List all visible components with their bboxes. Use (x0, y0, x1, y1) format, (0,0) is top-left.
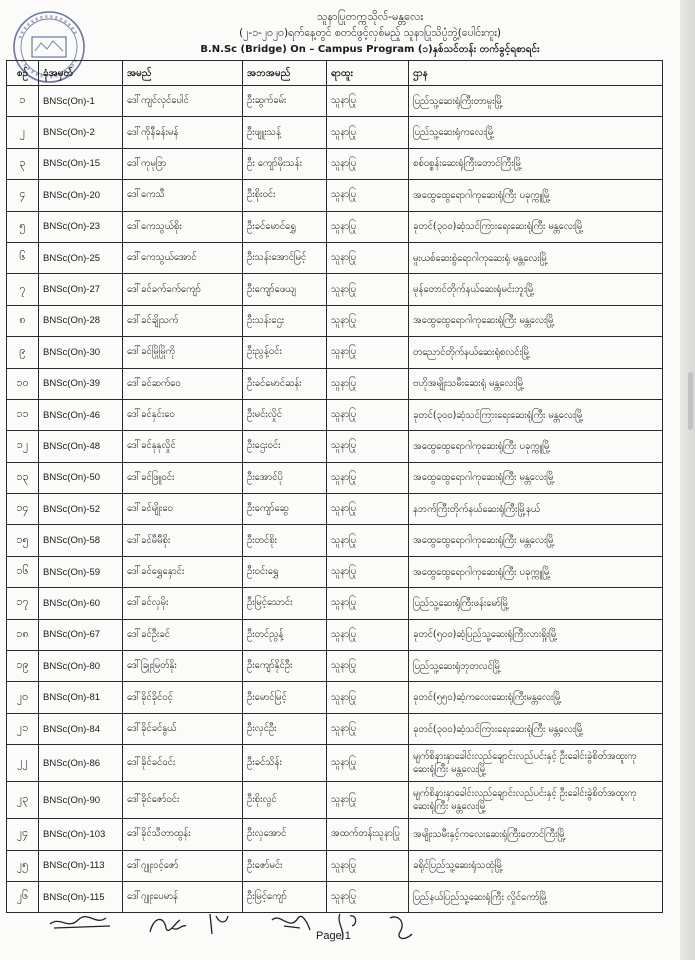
cell-name: ဒေါ်ခင်မြိုမြိုကို (123, 337, 243, 368)
cell-name: ဒေါ်ခိုင်ဇော်ဝင်း (123, 782, 243, 819)
cell-dept: အထွေထွေရောဂါကုဆေးရုံကြီး ပခုက္ကူမြို့ (409, 556, 663, 587)
cell-father: ဦးဝင်းရွှေ (243, 556, 327, 587)
page-number: Page 1 (316, 930, 351, 942)
cell-dept: ခုတင်(၃၀၀)ဆံ့သင်ကြားရေးဆေးရုံကြီး မန္တလေးမြို့ (409, 211, 663, 242)
cell-father: ဦးအောင်ပို (243, 462, 327, 493)
cell-name: ဒေါ်ခင်မျိုးဝေ (123, 494, 243, 525)
cell-dept: ခုတင်(၃၀၀)ဆံ့သင်ကြားရေးဆေးရုံကြီး မန္တလေးမြို့ (409, 713, 663, 744)
cell-reg: BNSc(On)-46 (39, 399, 123, 430)
cell-dept: မျက်စိနားနှာခေါင်းလည်ချောင်းလည်ပင်းနှင့် ဦးခေါင်းခွဲစိတ်အထူးကုဆေးရုံကြီး မန္တလေးမြို့ (409, 782, 663, 819)
cell-name: ဒေါ်ခင်လှမိုး (123, 588, 243, 619)
cell-rank: သူနာပြု (327, 242, 409, 273)
cell-reg: BNSc(On)-113 (39, 850, 123, 881)
cell-reg: BNSc(On)-50 (39, 462, 123, 493)
cell-rank: သူနာပြု (327, 274, 409, 305)
cell-no: ၂၄ (7, 819, 39, 850)
cell-dept: မုန်တောင်တိုက်နယ်ဆေးရုံမင်းဘူးမြို့ (409, 274, 663, 305)
cell-dept: စစ်ဝစ္စန်းဆေးရုံကြီးတောင်ကြီးမြို့ (409, 148, 663, 179)
table-row (7, 588, 663, 619)
cell-dept: တညောင်တိုက်နယ်ဆေးရုံစလင်းမြို့ (409, 337, 663, 368)
course-title: (၂-၁-၂၀၂၀)ရက်နေ့တွင် စတင်ဖွင့်လှစ်မည့် သူနာပြုသိပ္ပံဘွဲ့(ပေါင်းကူး) (239, 27, 501, 39)
cell-rank: အထက်တန်းသူနာပြု (327, 819, 409, 850)
table-row (7, 651, 663, 682)
cell-father: ဦးဖျူးသန့် (243, 117, 327, 148)
cell-rank: သူနာပြု (327, 368, 409, 399)
table-row (7, 525, 663, 556)
cell-no: ၆ (7, 242, 39, 273)
cell-reg: BNSc(On)-25 (39, 242, 123, 273)
cell-dept: အထွေထွေရောဂါကုဆေးရုံကြီး မန္တလေးမြို့ (409, 305, 663, 336)
table-row (7, 782, 663, 819)
cell-reg: BNSc(On)-60 (39, 588, 123, 619)
cell-rank: သူနာပြု (327, 782, 409, 819)
cell-dept: ခုတင်(၅၀၀)ဆံ့ပြည်သူ့ဆေးရုံကြီးလားရှိုးမြို့ (409, 619, 663, 650)
cell-no: ၂၂ (7, 745, 39, 782)
cell-reg: BNSc(On)-39 (39, 368, 123, 399)
cell-reg: BNSc(On)-52 (39, 494, 123, 525)
cell-reg: BNSc(On)-115 (39, 881, 123, 912)
cell-no: ၂၁ (7, 713, 39, 744)
cell-reg: BNSc(On)-1 (39, 86, 123, 117)
cell-name: ဒေါ်ခင်မီမီစိုး (123, 525, 243, 556)
column-header-name: အမည် (123, 61, 243, 86)
cell-name: ဒေါ်ခင်ဦးခင် (123, 619, 243, 650)
cell-father: ဦးဇော်မင်း (243, 850, 327, 881)
cell-no: ၁၄ (7, 494, 39, 525)
viewer-edge (680, 0, 695, 960)
cell-name: ဒေါ်ခင်ဆက်ဝေ (123, 368, 243, 399)
cell-rank: သူနာပြု (327, 148, 409, 179)
cell-rank: သူနာပြု (327, 117, 409, 148)
cell-reg: BNSc(On)-103 (39, 819, 123, 850)
cell-name: ဒေါ်ကျင်လှင်ပေါင် (123, 86, 243, 117)
cell-father: ဦးလှင်ဦး (243, 713, 327, 744)
cell-father: ဦး ကျော်မိုးသန်း (243, 148, 327, 179)
cell-no: ၂ (7, 117, 39, 148)
cell-reg: BNSc(On)-86 (39, 745, 123, 782)
cell-father: ဦးညွန့်ဝင်း (243, 337, 327, 368)
table-row (7, 713, 663, 744)
cell-dept: ပြည်သူ့ဆေးရုံကလေးမြို့ (409, 117, 663, 148)
table-row (7, 619, 663, 650)
cell-no: ၄ (7, 180, 39, 211)
cell-father: ဦးကျော်ဖေယျ (243, 274, 327, 305)
table-row (7, 556, 663, 587)
table-row (7, 462, 663, 493)
table-row (7, 305, 663, 336)
table-row (7, 211, 663, 242)
cell-dept: နဘက်ကြီးတိုက်နယ်ဆေးရုံကြီးမြို့နယ် (409, 494, 663, 525)
table-row (7, 337, 663, 368)
cell-dept: ခရိုင်ပြည်သူ့ဆေးရုံသထုံမြို့ (409, 850, 663, 881)
table-row (7, 494, 663, 525)
cell-name: ဒေါ်ခင်ရွှေနှောင်း (123, 556, 243, 587)
table-row (7, 850, 663, 881)
cell-dept: ခုတင်(၃၀၀)ဆံ့သင်ကြားရေးဆေးရုံကြီး မန္တလေးမြို့ (409, 399, 663, 430)
table-row (7, 819, 663, 850)
cell-no: ၁ (7, 86, 39, 117)
table-row (7, 148, 663, 179)
table-row (7, 274, 663, 305)
cell-no: ၁၁ (7, 399, 39, 430)
cell-rank: သူနာပြု (327, 462, 409, 493)
cell-father: ဦးခင်သိန်း (243, 745, 327, 782)
cell-rank: သူနာပြု (327, 337, 409, 368)
cell-reg: BNSc(On)-58 (39, 525, 123, 556)
cell-name: ဒေါ်ခိုင်ခင်ဝင်း (123, 745, 243, 782)
cell-name: ဒေါ်ခြူးမြတ်နိုး (123, 651, 243, 682)
cell-rank: သူနာပြု (327, 399, 409, 430)
cell-reg: BNSc(On)-20 (39, 180, 123, 211)
cell-reg: BNSc(On)-90 (39, 782, 123, 819)
cell-reg: BNSc(On)-67 (39, 619, 123, 650)
cell-dept: မူးယစ်ဆေးစွဲရောဂါကုဆေးရုံ မန္တလေးမြို့ (409, 242, 663, 273)
table-row (7, 399, 663, 430)
cell-name: ဒေါ်ခင်ခက်ခက်ကျော် (123, 274, 243, 305)
cell-name: ဒေါ်ဂျူးပေမာန် (123, 881, 243, 912)
cell-rank: သူနာပြု (327, 86, 409, 117)
cell-name: ဒေါ်ခိုင်ခင်နွယ် (123, 713, 243, 744)
cell-no: ၉ (7, 337, 39, 368)
column-header-reg: ခုံအမှတ် (39, 61, 123, 86)
cell-dept: အထွေထွေရောဂါကုဆေးရုံကြီး မန္တလေးမြို့ (409, 462, 663, 493)
cell-no: ၂၅ (7, 850, 39, 881)
cell-name: ဒေါ်ကိုနီခန်းမန် (123, 117, 243, 148)
cell-father: ဦးကျော်ဆွေ (243, 494, 327, 525)
scroll-handle[interactable] (688, 372, 693, 430)
cell-father: ဦးကျော်နိုင်ဦး (243, 651, 327, 682)
cell-father: ဦးမင်းလှိုင် (243, 399, 327, 430)
column-header-father: အဘအမည် (243, 61, 327, 86)
cell-reg: BNSc(On)-15 (39, 148, 123, 179)
cell-father: ဦးတင်ညွန့် (243, 619, 327, 650)
cell-father: ဦးမြင့်သောင်း (243, 588, 327, 619)
cell-name: ဒေါ်ကေသွယ်အောင် (123, 242, 243, 273)
table-header-row (7, 61, 663, 86)
cell-no: ၁၉ (7, 651, 39, 682)
cell-father: ဦးလှအောင် (243, 819, 327, 850)
cell-name: ဒေါ်ကုမုဒြာ (123, 148, 243, 179)
cell-dept: ပြည်နယ်ပြည်သူ့ဆေးရုံကြီး လှိုင်ကော်မြို့ (409, 881, 663, 912)
cell-dept: ခုတင်(၅၅၀)ဆံ့ကလေးဆေးရုံကြီးမန္တလေးမြို့ (409, 682, 663, 713)
cell-reg: BNSc(On)-30 (39, 337, 123, 368)
cell-no: ၈ (7, 305, 39, 336)
cell-dept: အထွေထွေရောဂါကုဆေးရုံကြီး ပခုက္ကူမြို့ (409, 431, 663, 462)
cell-reg: BNSc(On)-27 (39, 274, 123, 305)
cell-no: ၁၈ (7, 619, 39, 650)
column-header-dept: ဌာန (409, 61, 663, 86)
cell-name: ဒေါ်ဂျူးဝင့်ဇော် (123, 850, 243, 881)
cell-no: ၁၀ (7, 368, 39, 399)
cell-name: ဒေါ်ခင်ဖြူဝင်း (123, 462, 243, 493)
signatures-icon (40, 902, 440, 947)
cell-rank: သူနာပြု (327, 556, 409, 587)
cell-no: ၇ (7, 274, 39, 305)
cell-rank: သူနာပြု (327, 180, 409, 211)
cell-father: ဦးဆွက်ခမ်း (243, 86, 327, 117)
cell-dept: အထွေထွေရောဂါကုဆေးရုံကြီး ပခုက္ကူမြို့ (409, 180, 663, 211)
table-row (7, 117, 663, 148)
cell-dept: ပြည်သူ့ဆေးရုံကြီးဖန်းမော်မြို့ (409, 588, 663, 619)
cell-no: ၁၂ (7, 431, 39, 462)
cell-no: ၁၆ (7, 556, 39, 587)
cell-rank: သူနာပြု (327, 431, 409, 462)
university-title: သူနာပြုတက္ကသိုလ်-မန္တလေး (316, 10, 424, 23)
cell-reg: BNSc(On)-81 (39, 682, 123, 713)
cell-father: ဦးစိုးဝင်း (243, 180, 327, 211)
cell-father: ဦးခင်မောင်ဆန်း (243, 368, 327, 399)
cell-reg: BNSc(On)-84 (39, 713, 123, 744)
cell-father: ဦးခင်မောင်ရွှေ (243, 211, 327, 242)
cell-dept: ပြည်သူ့ဆေးရုံဘုတလင်မြို့ (409, 651, 663, 682)
column-header-no: စဉ် (7, 61, 39, 86)
cell-dept: ပြည်သူ့ဆေးရုံကြီးတာမူးမြို့ (409, 86, 663, 117)
table-row (7, 368, 663, 399)
cell-dept: အမျိုးသမီးနှင့်ကလေးဆေးရုံကြီးတောင်ကြီးမြို့ (409, 819, 663, 850)
cell-rank: သူနာပြု (327, 305, 409, 336)
cell-father: ဦးသန်းဌေး (243, 305, 327, 336)
table-row (7, 682, 663, 713)
table-row (7, 180, 663, 211)
cell-no: ၁၃ (7, 462, 39, 493)
table-row (7, 242, 663, 273)
cell-father: ဦးတင်စိုး (243, 525, 327, 556)
column-header-rank: ရာထူး (327, 61, 409, 86)
cell-no: ၂၃ (7, 782, 39, 819)
cell-rank: သူနာပြု (327, 881, 409, 912)
cell-reg: BNSc(On)-23 (39, 211, 123, 242)
cell-name: ဒေါ်ခိုင်ခိုင်ဝင့် (123, 682, 243, 713)
cell-no: ၅ (7, 211, 39, 242)
cell-reg: BNSc(On)-80 (39, 651, 123, 682)
cell-father: ဦးစိုးလွင် (243, 782, 327, 819)
table-row (7, 745, 663, 782)
cell-father: ဦးဌေးဝင်း (243, 431, 327, 462)
cell-dept: အထွေထွေရောဂါကုဆေးရုံကြီး မန္တလေးမြို့ (409, 525, 663, 556)
cell-rank: သူနာပြု (327, 619, 409, 650)
cell-name: ဒေါ်ခိုင်သီတာထွန်း (123, 819, 243, 850)
cell-rank: သူနာပြု (327, 713, 409, 744)
cell-rank: သူနာပြု (327, 494, 409, 525)
cell-no: ၁၅ (7, 525, 39, 556)
cell-name: ဒေါ်ခင်နုနုလှိုင် (123, 431, 243, 462)
cell-rank: သူနာပြု (327, 588, 409, 619)
cell-no: ၂၆ (7, 881, 39, 912)
cell-rank: သူနာပြု (327, 211, 409, 242)
cell-rank: သူနာပြု (327, 850, 409, 881)
cell-name: ဒေါ်ခင်နှင်းဝေ (123, 399, 243, 430)
cell-reg: BNSc(On)-59 (39, 556, 123, 587)
cell-rank: သူနာပြု (327, 525, 409, 556)
cell-rank: သူနာပြု (327, 682, 409, 713)
cell-father: ဦးသန်းအောင်မြင့် (243, 242, 327, 273)
cell-rank: သူနာပြု (327, 651, 409, 682)
cell-dept: မျက်စိနားနှာခေါင်းလည်ချောင်းလည်ပင်းနှင့် ဦးခေါင်းခွဲစိတ်အထူးကုဆေးရုံကြီး မန္တလေးမြို့ (409, 745, 663, 782)
cell-rank: သူနာပြု (327, 745, 409, 782)
cell-name: ဒေါ်ကေသွယ်စိုး (123, 211, 243, 242)
cell-name: ဒေါ်ကေသီ (123, 180, 243, 211)
cell-dept: ဗဟိုအမျိုးသမီးဆေးရုံ မန္တလေးမြို့ (409, 368, 663, 399)
cell-father: ဦးမောင်မြင့် (243, 682, 327, 713)
cell-name: ဒေါ်ခင်ချိုသက် (123, 305, 243, 336)
table-row (7, 431, 663, 462)
cell-reg: BNSc(On)-28 (39, 305, 123, 336)
table-row (7, 86, 663, 117)
program-title: B.N.Sc (Bridge) On – Campus Program (၁)နှစ်သင်တန်း တက်ခွင့်ရစာရင်း (200, 44, 540, 55)
cell-reg: BNSc(On)-48 (39, 431, 123, 462)
cell-reg: BNSc(On)-2 (39, 117, 123, 148)
admission-list-table (6, 60, 663, 913)
cell-father: ဦးမြင့်ကျော် (243, 881, 327, 912)
cell-no: ၂၀ (7, 682, 39, 713)
cell-no: ၁၇ (7, 588, 39, 619)
cell-no: ၃ (7, 148, 39, 179)
